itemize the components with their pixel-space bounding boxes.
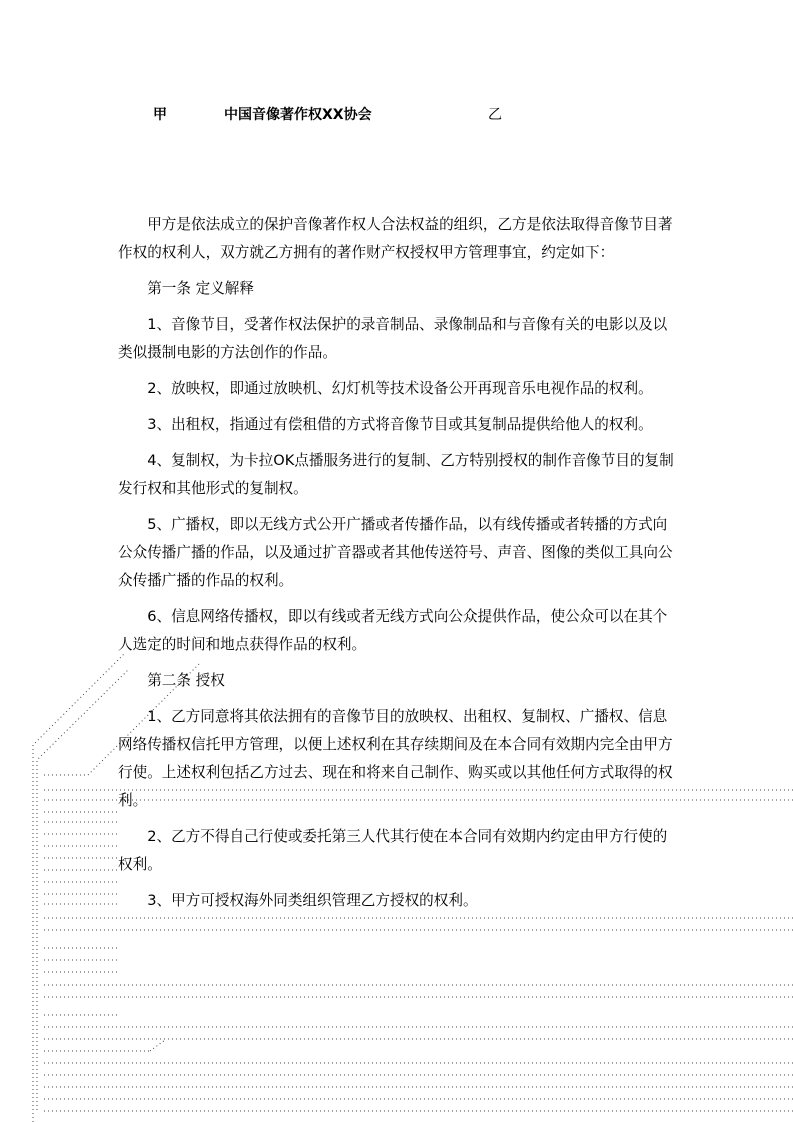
article-1-item-3: 3、出租权，指通过有偿租借的方式将音像节目或其复制品提供给他人的权利。: [147, 416, 653, 433]
document-header: [0, 104, 793, 126]
party-b-label: 乙: [488, 107, 502, 123]
article-2-item-1: 1、乙方同意将其依法拥有的音像节目的放映权、出租权、复制权、广播权、信息网络传播权信托甲方管理，以便上述权利在其存续期间及在本合同有效期内完全由甲方行使。上述权利包括乙方过去、现在和将来自己制作、购买或以其他任何方式取得的权利。: [118, 708, 673, 809]
contract-body: [118, 211, 680, 915]
article-2-title: 第二条 授权: [147, 672, 225, 689]
organization-name: 中国音像著作权XX协会: [224, 107, 372, 123]
article-1-item-5: 5、广播权，即以无线方式公开广播或者传播作品，以有线传播或者转播的方式向公众传播广播的作品，以及通过扩音器或者其他传送符号、声音、图像的类似工具向公众传播广播的作品的权利。: [118, 516, 673, 589]
article-2-item-2: 2、乙方不得自己行使或委托第三人代其行使在本合同有效期内约定由甲方行使的权利。: [118, 828, 668, 873]
preamble-paragraph: 甲方是依法成立的保护音像著作权人合法权益的组织，乙方是依法取得音像节目著作权的权利人，双方就乙方拥有的著作财产权授权甲方管理事宜，约定如下：: [118, 216, 673, 261]
article-1-item-1: 1、音像节目，受著作权法保护的录音制品、录像制品和与音像有关的电影以及以类似摄制电影的方法创作的作品。: [118, 316, 668, 361]
article-1-item-6: 6、信息网络传播权，即以有线或者无线方式向公众提供作品，使公众可以在其个人选定的时间和地点获得作品的权利。: [118, 608, 668, 653]
article-1-item-2: 2、放映权，即通过放映机、幻灯机等技术设备公开再现音乐电视作品的权利。: [147, 380, 653, 397]
article-1-item-4: 4、复制权，为卡拉OK点播服务进行的复制、乙方特别授权的制作音像节目的复制发行权和其他形式的复制权。: [118, 452, 674, 497]
party-a-label: 甲: [153, 107, 167, 123]
article-2-item-3: 3、甲方可授权海外同类组织管理乙方授权的权利。: [147, 892, 478, 909]
article-1-title: 第一条 定义解释: [147, 280, 254, 297]
